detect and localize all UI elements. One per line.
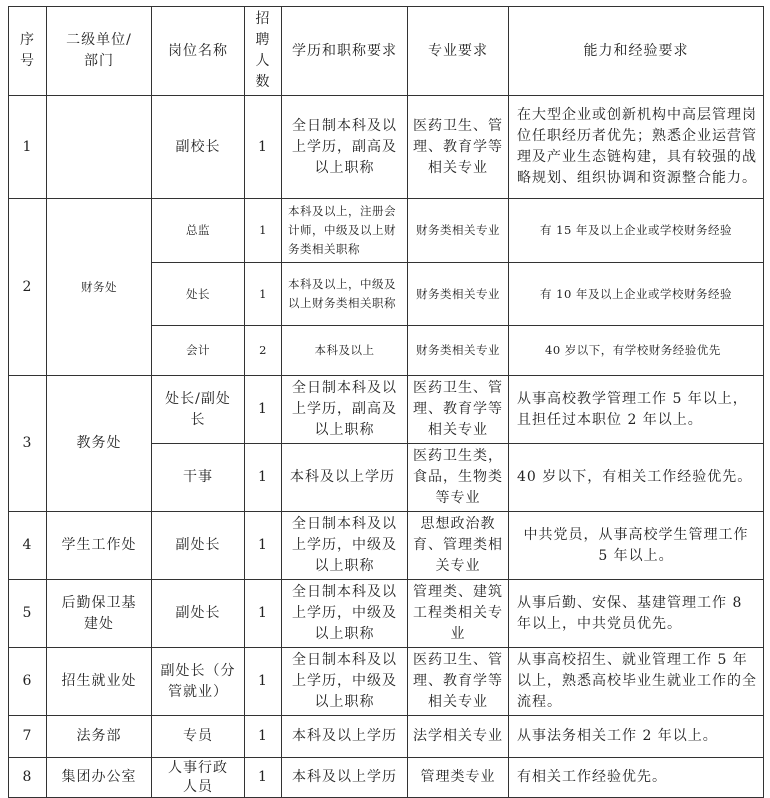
cell-edu: 本科及以上学历: [282, 444, 408, 512]
cell-edu: 本科及以上学历: [282, 716, 408, 758]
cell-exp: 从事法务相关工作 2 年以上。: [509, 716, 764, 758]
cell-count: 1: [245, 648, 282, 716]
cell-edu: 本科及以上学历: [282, 758, 408, 798]
recruitment-table: [8, 6, 764, 798]
cell-major: 思想政治教育、管理类相关专业: [408, 512, 509, 580]
cell-major: 法学相关专业: [408, 716, 509, 758]
cell-unit: 集团办公室: [47, 758, 152, 798]
cell-post: 处长: [152, 263, 245, 326]
cell-post: 副处长: [152, 512, 245, 580]
cell-unit: 后勤保卫基建处: [47, 580, 152, 648]
cell-seq: 3: [9, 376, 47, 512]
cell-seq: 2: [9, 199, 47, 376]
table-row: [9, 199, 764, 263]
cell-edu: 全日制本科及以上学历，中级及以上职称: [282, 648, 408, 716]
cell-major: 医药卫生类，食品，生物类等专业: [408, 444, 509, 512]
cell-unit: 招生就业处: [47, 648, 152, 716]
cell-post: 干事: [152, 444, 245, 512]
cell-unit: 教务处: [47, 376, 152, 512]
table-row: [9, 580, 764, 648]
cell-major: 财务类相关专业: [408, 263, 509, 326]
cell-count: 1: [245, 512, 282, 580]
cell-seq: 8: [9, 758, 47, 798]
cell-post: 副校长: [152, 96, 245, 199]
table-row: [9, 716, 764, 758]
cell-major: 医药卫生、管理、教育学等相关专业: [408, 96, 509, 199]
table-header-row: [9, 7, 764, 96]
cell-exp: 40 岁以下，有学校财务经验优先: [509, 326, 764, 376]
cell-exp: 中共党员，从事高校学生管理工作 5 年以上。: [509, 512, 764, 580]
table-row: [9, 96, 764, 199]
header-exp: 能力和经验要求: [509, 7, 764, 96]
cell-edu: 本科及以上: [282, 326, 408, 376]
cell-post: 处长/副处长: [152, 376, 245, 444]
cell-exp: 有相关工作经验优先。: [509, 758, 764, 798]
cell-major: 管理类、建筑工程类相关专业: [408, 580, 509, 648]
cell-seq: 6: [9, 648, 47, 716]
table-row: [9, 648, 764, 716]
cell-edu: 全日制本科及以上学历，中级及以上职称: [282, 512, 408, 580]
cell-exp: 有 10 年及以上企业或学校财务经验: [509, 263, 764, 326]
cell-edu: 全日制本科及以上学历，副高及以上职称: [282, 96, 408, 199]
cell-exp: 从事高校教学管理工作 5 年以上，且担任过本职位 2 年以上。: [509, 376, 764, 444]
cell-exp: 有 15 年及以上企业或学校财务经验: [509, 199, 764, 263]
table-row: [9, 376, 764, 444]
cell-seq: 5: [9, 580, 47, 648]
cell-count: 1: [245, 199, 282, 263]
cell-post: 副处长（分管就业）: [152, 648, 245, 716]
cell-major: 医药卫生、管理、教育学等相关专业: [408, 648, 509, 716]
cell-unit: 学生工作处: [47, 512, 152, 580]
cell-seq: 4: [9, 512, 47, 580]
cell-post: 专员: [152, 716, 245, 758]
cell-count: 1: [245, 263, 282, 326]
cell-exp: 从事高校招生、就业管理工作 5 年以上，熟悉高校毕业生就业工作的全流程。: [509, 648, 764, 716]
cell-major: 财务类相关专业: [408, 199, 509, 263]
cell-post: 总监: [152, 199, 245, 263]
header-count: 招聘人数: [245, 7, 282, 96]
cell-count: 1: [245, 444, 282, 512]
cell-major: 财务类相关专业: [408, 326, 509, 376]
cell-seq: 1: [9, 96, 47, 199]
cell-unit: 法务部: [47, 716, 152, 758]
cell-major: 管理类专业: [408, 758, 509, 798]
cell-unit: [47, 96, 152, 199]
cell-count: 1: [245, 376, 282, 444]
cell-post: 副处长: [152, 580, 245, 648]
cell-edu: 全日制本科及以上学历，中级及以上职称: [282, 580, 408, 648]
header-edu: 学历和职称要求: [282, 7, 408, 96]
cell-exp: 在大型企业或创新机构中高层管理岗位任职经历者优先；熟悉企业运营管理及产业生态链构建，具有较强的战略规划、组织协调和资源整合能力。: [509, 96, 764, 199]
cell-post: 会计: [152, 326, 245, 376]
cell-post: 人事行政人员: [152, 758, 245, 798]
cell-seq: 7: [9, 716, 47, 758]
cell-edu: 本科及以上，注册会计师，中级及以上财务类相关职称: [282, 199, 408, 263]
cell-edu: 本科及以上，中级及以上财务类相关职称: [282, 263, 408, 326]
cell-count: 1: [245, 580, 282, 648]
header-post: 岗位名称: [152, 7, 245, 96]
cell-exp: 从事后勤、安保、基建管理工作 8 年以上，中共党员优先。: [509, 580, 764, 648]
cell-unit: 财务处: [47, 199, 152, 376]
cell-exp: 40 岁以下，有相关工作经验优先。: [509, 444, 764, 512]
cell-count: 1: [245, 716, 282, 758]
cell-count: 1: [245, 758, 282, 798]
cell-count: 1: [245, 96, 282, 199]
header-unit: 二级单位/部门: [47, 7, 152, 96]
cell-count: 2: [245, 326, 282, 376]
cell-edu: 全日制本科及以上学历，副高及以上职称: [282, 376, 408, 444]
cell-major: 医药卫生、管理、教育学等相关专业: [408, 376, 509, 444]
header-major: 专业要求: [408, 7, 509, 96]
table-row: [9, 512, 764, 580]
header-seq: 序号: [9, 7, 47, 96]
